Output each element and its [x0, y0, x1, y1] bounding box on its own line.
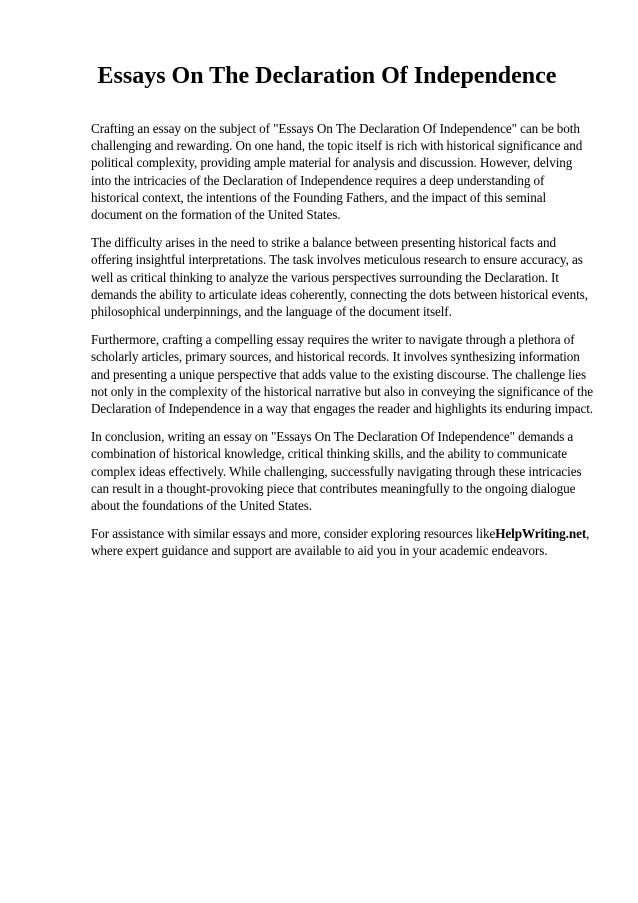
paragraph-2: The difficulty arises in the need to strike a balance between presenting historical facts and offering insightful interpretations. The task involves meticulous research to ensure accuracy, as well as critical thinking to analyze the various perspectives surrounding the Declaration. It demands the ability to articulate ideas coherently, connecting the dots between historical events, philosophical underpinnings, and the language of the document itself. — [91, 235, 588, 320]
document-title: Essays On The Declaration Of Independence — [97, 63, 557, 89]
paragraph-3: Furthermore, crafting a compelling essay requires the writer to navigate through a plethora of scholarly articles, primary sources, and historical records. It involves synthesizing information and presenting a unique perspective that adds value to the existing discourse. The challenge lies not only in the complexity of the historical narrative but also in conveying the significance of the Declaration of Independence in a way that engages the reader and highlights its enduring impact. — [91, 332, 593, 417]
paragraph-5 — [91, 525, 595, 559]
document-body — [91, 120, 595, 571]
paragraph-5-text-after-link: , where expert guidance and support are available to aid you in your academic endeavors. — [91, 526, 590, 559]
paragraph-1: Crafting an essay on the subject of "Essays On The Declaration Of Independence" can be both challenging and rewarding. On one hand, the topic itself is rich with historical significance and political complexity, providing ample material for analysis and discussion. However, delving into the intricacies of the Declaration of Independence requires a deep understanding of historical context, the intentions of the Founding Fathers, and the impact of this seminal document on the formation of the United States. — [91, 121, 583, 223]
paragraph-4: In conclusion, writing an essay on "Essays On The Declaration Of Independence" demands a combination of historical knowledge, critical thinking skills, and the ability to communicate complex ideas effectively. While challenging, successfully navigating through these intricacies can result in a thought-provoking piece that contributes meaningfully to the ongoing dialogue about the foundations of the United States. — [91, 429, 582, 514]
helpwriting-link[interactable]: HelpWriting.net — [495, 526, 587, 542]
paragraph-5-text-before-link: For assistance with similar essays and more, consider exploring resources like — [91, 526, 496, 542]
